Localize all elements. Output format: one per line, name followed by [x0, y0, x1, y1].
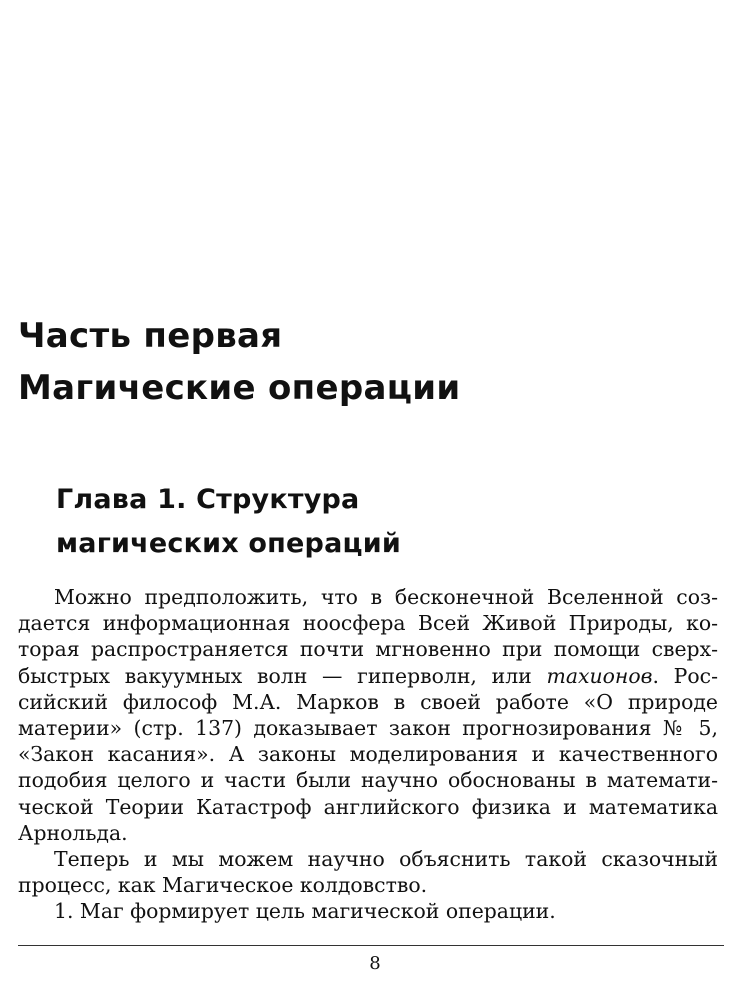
footer-divider: [18, 945, 724, 946]
emphasis-term: тахионов: [546, 663, 653, 688]
text-line: подобия целого и части были научно обоснованы в математи-: [18, 768, 718, 793]
text-line: сийский философ М.А. Марков в своей работе «О природе: [18, 689, 718, 714]
text-line: материи» (стр. 137) доказывает закон прогнозирования № 5,: [18, 716, 718, 741]
text-line: 1. Маг формирует цель магической операции.: [54, 899, 556, 924]
paragraph-3: [18, 898, 718, 924]
text-segment: быстрых вакуумных волн — гиперволн, или: [18, 663, 547, 688]
chapter-title-line-2: магических операций: [56, 528, 401, 559]
text-line: процесс, как Магическое колдовство.: [18, 873, 428, 898]
text-line: дается информационная ноосфера Всей Живой Природы, ко-: [18, 611, 718, 636]
text-line: торая распространяется почти мгновенно при помощи сверх-: [18, 637, 718, 662]
part-title: [18, 310, 460, 414]
text-segment: . Рос-: [652, 663, 718, 688]
text-line: Можно предположить, что в бесконечной Вселенной соз-: [54, 585, 718, 609]
text-line: Арнольда.: [18, 820, 128, 845]
text-line: ческой Теории Катастроф английского физика и математика: [18, 794, 718, 819]
part-title-line-1: Часть первая: [18, 316, 283, 356]
chapter-title: [56, 478, 401, 566]
text-line: «Закон касания». А законы моделирования и качественного: [18, 742, 718, 767]
page-number: 8: [369, 953, 381, 974]
text-line: Теперь и мы можем научно объяснить такой сказочный: [54, 847, 718, 872]
paragraph-2: [18, 846, 718, 898]
paragraph-1: [18, 584, 718, 846]
text-line-with-emphasis: [18, 663, 718, 689]
body-text: [18, 584, 718, 925]
chapter-title-line-1: Глава 1. Структура: [56, 484, 360, 515]
part-title-line-2: Магические операции: [18, 368, 461, 408]
